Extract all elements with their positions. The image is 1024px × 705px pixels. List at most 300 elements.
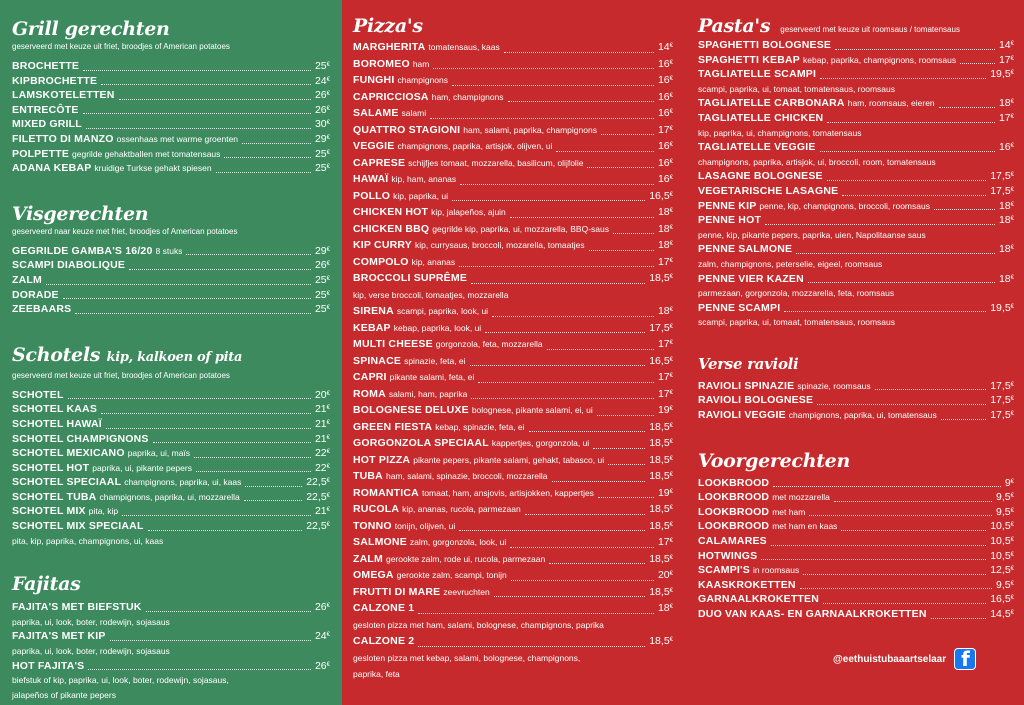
- item-name: GORGONZOLA SPECIAAL: [353, 437, 489, 449]
- price-value: 17,5: [990, 184, 1011, 197]
- currency-symbol: €: [669, 224, 673, 231]
- item-name: SCHOTEL CHAMPIGNONS: [12, 432, 149, 445]
- price-value: 9,5: [996, 491, 1011, 504]
- currency-symbol: €: [669, 274, 673, 280]
- item-ingredients: jalapeños of pikante pepers: [12, 689, 116, 700]
- section-title: Pizza's: [353, 15, 423, 37]
- item-price: [315, 147, 330, 162]
- item-description: kip, currysaus, broccoli, mozarella, tomaatjes: [414, 240, 585, 250]
- item-price: [990, 184, 1014, 199]
- price-value: 25: [314, 273, 327, 286]
- item-price: [990, 592, 1014, 607]
- item-name: PENNE SALMONE: [698, 243, 793, 256]
- item-name: ZEEBAARS: [12, 303, 72, 316]
- item-price: [315, 88, 330, 103]
- item-price: [315, 402, 330, 417]
- menu-item: [353, 567, 673, 584]
- menu-item: [353, 89, 673, 106]
- item-name: ENTRECÔTE: [12, 103, 79, 116]
- item-name: ZALM: [12, 273, 42, 286]
- item-name: ZALM: [353, 552, 383, 565]
- menu-item: [353, 518, 673, 535]
- price-value: 18,5: [649, 552, 670, 565]
- item-price: [658, 56, 673, 73]
- price-value: 29: [314, 244, 327, 257]
- dot-leader: [960, 63, 995, 64]
- item-name: HAWAÏ: [353, 173, 389, 185]
- item-name: CALZONE 1: [353, 602, 415, 614]
- dot-leader: [817, 404, 986, 405]
- currency-symbol: €: [669, 505, 673, 511]
- section-title: Voorgerechten: [698, 449, 850, 472]
- item-price: [990, 549, 1014, 564]
- price-value: 14: [657, 41, 670, 53]
- currency-symbol: €: [326, 603, 330, 610]
- menu-item: [353, 39, 673, 56]
- currency-symbol: €: [669, 208, 673, 214]
- menu-item: [698, 96, 1014, 111]
- item-name: CHICKEN BBQ: [353, 222, 430, 235]
- item-price: [315, 417, 330, 432]
- menu-item: [353, 254, 673, 271]
- currency-symbol: €: [669, 488, 673, 495]
- section-subtitle: geserveerd met keuze uit friet, broodjes of American potatoes: [12, 42, 230, 51]
- menu-item: [12, 302, 330, 317]
- item-price: [315, 600, 330, 615]
- menu-item: [698, 578, 1014, 593]
- menu-item: [353, 551, 673, 568]
- price-value: 10,5: [990, 549, 1011, 562]
- section-title: Visgerechten: [12, 202, 149, 225]
- item-name: OMEGA: [353, 569, 394, 581]
- price-value: 25: [314, 147, 327, 160]
- price-value: 19: [657, 486, 670, 499]
- item-description: gorgonzola, feta, mozzarella: [435, 339, 543, 349]
- menu-item: [353, 369, 673, 386]
- price-value: 10,5: [990, 535, 1011, 548]
- item-ingredients: kip, paprika, ui, champignons, tomatensaus: [698, 127, 862, 138]
- currency-symbol: €: [326, 419, 330, 426]
- dot-leader: [224, 157, 311, 158]
- menu-item: [12, 402, 330, 417]
- item-price: [658, 237, 673, 254]
- price-value: 17,5: [990, 409, 1011, 422]
- item-name: SPINACE: [353, 354, 402, 367]
- menu-item: [353, 501, 673, 518]
- item-price: [990, 607, 1014, 622]
- dot-leader: [834, 501, 992, 502]
- menu-item: [698, 592, 1014, 607]
- section-grill: [12, 17, 330, 176]
- dot-leader: [471, 398, 654, 399]
- dot-leader: [608, 464, 645, 465]
- currency-symbol: €: [1010, 274, 1014, 281]
- currency-symbol: €: [669, 92, 673, 99]
- menu-item: [698, 199, 1014, 214]
- item-name: HOTWINGS: [698, 549, 758, 562]
- menu-item: [12, 659, 330, 674]
- item-ingredients: pita, kip, paprika, champignons, ui, kaas: [12, 535, 164, 546]
- dot-leader: [771, 545, 986, 546]
- item-description: kip, ham, ananas: [391, 174, 457, 184]
- column-left: [12, 17, 330, 705]
- price-value: 17: [657, 255, 670, 268]
- menu-item: [698, 490, 1014, 505]
- item-description: in roomsaus: [752, 565, 800, 576]
- item-name: GREEN FIESTA: [353, 420, 433, 433]
- social-handle[interactable]: @eethuistubaaartselaar: [833, 653, 947, 665]
- currency-symbol: €: [669, 142, 673, 148]
- dot-leader: [242, 143, 311, 144]
- menu-item: [353, 188, 673, 205]
- currency-symbol: €: [669, 538, 673, 544]
- dot-leader: [511, 580, 654, 581]
- dot-leader: [589, 250, 654, 251]
- menu-item: [698, 213, 1014, 228]
- item-name: FUNGHI: [353, 74, 395, 86]
- dot-leader: [841, 530, 986, 531]
- item-price: [999, 38, 1014, 53]
- price-value: 9: [1004, 476, 1011, 489]
- section-subtitle: geserveerd met keuze uit roomsaus / tomatensaus: [780, 25, 960, 34]
- item-price: [658, 138, 673, 155]
- price-value: 16: [657, 57, 670, 70]
- currency-symbol: €: [669, 406, 673, 412]
- currency-symbol: €: [326, 275, 330, 282]
- dot-leader: [418, 613, 654, 614]
- item-name: CHICKEN HOT: [353, 206, 429, 218]
- item-price: [658, 155, 673, 172]
- menu-item: [698, 519, 1014, 534]
- item-price: [315, 258, 330, 273]
- item-price: [649, 435, 673, 452]
- dot-leader: [597, 415, 654, 416]
- menu-item: [353, 452, 673, 469]
- price-value: 22,5: [306, 476, 327, 489]
- menu-item: [353, 72, 673, 89]
- dot-leader: [148, 530, 303, 531]
- item-name: COMPOLO: [353, 255, 409, 268]
- dot-leader: [485, 332, 645, 333]
- dot-leader: [244, 500, 302, 501]
- menu-item: [353, 386, 673, 403]
- item-ingredients: scampi, paprika, ui, tomaat, tomatensaus, roomsaus: [698, 83, 896, 94]
- item-price: [990, 408, 1014, 423]
- item-price: [658, 39, 673, 56]
- currency-symbol: €: [1010, 245, 1014, 252]
- price-value: 25: [314, 60, 327, 72]
- price-value: 18: [657, 305, 670, 317]
- price-value: 18,5: [649, 585, 670, 598]
- dot-leader: [508, 101, 654, 102]
- item-ingredients: zalm, champignons, peterselie, eigeel, roomsaus: [698, 258, 883, 269]
- item-description: champignons, paprika, artisjok, olijven, ui: [397, 141, 553, 151]
- menu-item: [698, 111, 1014, 126]
- item-price: [315, 117, 330, 132]
- item-ingredients: kip, verse broccoli, tomaatjes, mozzarella: [353, 289, 509, 300]
- item-description: spinazie, roomsaus: [797, 380, 871, 391]
- item-description: penne, kip, champignons, broccoli, roomsaus: [759, 200, 930, 211]
- price-value: 18: [998, 199, 1011, 212]
- price-value: 18: [998, 97, 1011, 110]
- dot-leader: [820, 78, 986, 79]
- dot-leader: [101, 413, 311, 414]
- menu-item: [698, 476, 1014, 491]
- currency-symbol: €: [326, 290, 330, 297]
- currency-symbol: €: [1010, 595, 1014, 602]
- currency-symbol: €: [326, 405, 330, 412]
- price-value: 9,5: [996, 578, 1011, 591]
- footer: [833, 648, 976, 670]
- dot-leader: [63, 298, 311, 299]
- currency-symbol: €: [1010, 396, 1014, 403]
- menu-item: [698, 169, 1014, 184]
- price-value: 26: [314, 659, 327, 672]
- dot-leader: [761, 559, 986, 560]
- item-price: [315, 74, 330, 89]
- item-name: BOLOGNESE DELUXE: [353, 404, 469, 416]
- menu-item: [353, 237, 673, 254]
- item-price: [996, 578, 1014, 593]
- currency-symbol: €: [1010, 41, 1014, 47]
- item-ingredients: parmezaan, gorgonzola, mozzarella, feta, roomsaus: [698, 288, 895, 299]
- menu-item: [353, 105, 673, 122]
- price-value: 16: [657, 74, 670, 86]
- menu-item: [353, 221, 673, 238]
- price-value: 24: [314, 74, 327, 87]
- item-name: KEBAP: [353, 321, 391, 334]
- currency-symbol: €: [326, 76, 330, 83]
- currency-symbol: €: [326, 449, 330, 456]
- dot-leader: [430, 118, 654, 119]
- item-price: [658, 485, 673, 502]
- currency-symbol: €: [1010, 113, 1014, 120]
- dot-leader: [110, 640, 311, 641]
- menu-item: [353, 320, 673, 337]
- item-name: FAJITA'S MET KIP: [12, 630, 106, 643]
- currency-symbol: €: [1010, 411, 1014, 418]
- currency-symbol: €: [669, 175, 673, 181]
- item-name: DUO VAN KAAS- EN GARNAALKROKETTEN: [698, 608, 927, 620]
- menu-item: [12, 273, 330, 288]
- dot-leader: [194, 457, 311, 458]
- item-price: [658, 303, 673, 320]
- currency-symbol: €: [1010, 201, 1014, 208]
- dot-leader: [452, 85, 654, 86]
- item-price: [658, 89, 673, 106]
- price-value: 18: [998, 243, 1011, 256]
- item-name: FILETTO DI MANZO: [12, 132, 114, 145]
- menu-item: [12, 244, 330, 259]
- price-value: 16: [657, 156, 670, 169]
- item-name: TAGLIATELLE VEGGIE: [698, 141, 816, 154]
- section-ravioli: [698, 352, 1014, 423]
- dot-leader: [552, 481, 646, 482]
- item-ingredients: gesloten pizza met kebap, salami, bolognese, champignons,: [353, 652, 581, 663]
- item-name: KIPBROCHETTE: [12, 74, 98, 87]
- dot-leader: [547, 349, 654, 350]
- dot-leader: [773, 486, 1001, 487]
- item-name: CALAMARES: [698, 535, 767, 548]
- menu-item: [12, 629, 330, 644]
- item-price: [649, 518, 673, 535]
- item-price: [658, 336, 673, 353]
- menu-item: [12, 88, 330, 103]
- price-value: 16,5: [990, 593, 1011, 606]
- menu-item: [353, 122, 673, 139]
- currency-symbol: €: [669, 340, 673, 346]
- item-price: [315, 59, 330, 74]
- price-value: 18,5: [649, 420, 670, 433]
- item-name: POLPETTE: [12, 147, 70, 160]
- item-name: GARNAALKROKETTEN: [698, 593, 820, 606]
- item-name: LOOKBROOD: [698, 505, 770, 518]
- item-price: [315, 244, 330, 259]
- currency-symbol: €: [326, 120, 330, 127]
- price-value: 18,5: [649, 635, 670, 647]
- price-value: 18,5: [649, 272, 670, 284]
- price-value: 20: [314, 388, 327, 401]
- dot-leader: [504, 52, 654, 53]
- price-value: 14: [998, 39, 1011, 51]
- item-description: ossenhaas met warme groenten: [116, 133, 239, 144]
- dot-leader: [83, 113, 311, 114]
- dot-leader: [153, 442, 311, 443]
- item-name: SALMONE: [353, 536, 407, 548]
- price-value: 17: [657, 371, 670, 383]
- currency-symbol: €: [326, 134, 330, 141]
- price-value: 21: [314, 403, 327, 416]
- item-name: CAPRESE: [353, 156, 406, 169]
- dot-leader: [800, 588, 992, 589]
- item-name: MARGHERITA: [353, 41, 426, 53]
- dot-leader: [88, 669, 311, 670]
- currency-symbol: €: [326, 246, 330, 253]
- price-value: 16: [657, 140, 670, 152]
- item-description: kappertjes, gorgonzola, ui: [491, 438, 590, 448]
- item-price: [306, 475, 330, 490]
- menu-item: [698, 549, 1014, 564]
- item-name: LASAGNE BOLOGNESE: [698, 170, 823, 183]
- item-name: CALZONE 2: [353, 635, 415, 647]
- menu-item: [12, 103, 330, 118]
- item-name: SALAME: [353, 107, 399, 119]
- price-value: 25: [314, 162, 327, 175]
- dot-leader: [186, 254, 311, 255]
- item-name: BROCHETTE: [12, 60, 80, 72]
- item-description: kruidige Turkse gehakt spiesen: [94, 163, 212, 174]
- currency-symbol: €: [669, 373, 673, 379]
- item-price: [658, 105, 673, 122]
- item-price: [649, 633, 673, 650]
- price-value: 17,5: [990, 170, 1011, 183]
- menu-item: [353, 353, 673, 370]
- dot-leader: [784, 311, 986, 312]
- currency-symbol: €: [1010, 216, 1014, 223]
- item-name: SCHOTEL KAAS: [12, 403, 98, 416]
- currency-symbol: €: [669, 191, 673, 198]
- item-name: SCHOTEL MIX: [12, 505, 86, 518]
- price-value: 17: [657, 536, 670, 548]
- item-price: [990, 534, 1014, 549]
- dot-leader: [460, 184, 654, 185]
- currency-symbol: €: [669, 521, 673, 528]
- item-price: [306, 490, 330, 505]
- item-description: gegrilde kip, paprika, ui, mozzarella, BBQ-saus: [432, 223, 609, 234]
- item-description: zeevruchten: [443, 586, 490, 597]
- dot-leader: [196, 471, 311, 472]
- dot-leader: [459, 266, 654, 267]
- item-price: [649, 320, 673, 337]
- dot-leader: [601, 134, 654, 135]
- dot-leader: [803, 574, 986, 575]
- currency-symbol: €: [326, 149, 330, 156]
- item-description: gegrilde gehaktballen met tomatensaus: [72, 148, 221, 159]
- facebook-icon[interactable]: f: [954, 648, 976, 670]
- menu-item: [353, 155, 673, 172]
- currency-symbol: €: [326, 164, 330, 171]
- item-name: MULTI CHEESE: [353, 338, 433, 350]
- item-ingredients: champignons, paprika, artisjok, ui, broccoli, room, tomatensaus: [698, 156, 936, 167]
- dot-leader: [765, 224, 995, 225]
- item-price: [649, 270, 673, 287]
- item-price: [999, 140, 1014, 155]
- dot-leader: [835, 49, 995, 50]
- price-value: 18: [657, 602, 670, 614]
- dot-leader: [556, 151, 654, 152]
- currency-symbol: €: [1010, 303, 1014, 310]
- menu-item: [353, 204, 673, 221]
- column-middle: [353, 14, 673, 703]
- currency-symbol: €: [669, 554, 673, 561]
- currency-symbol: €: [326, 62, 330, 68]
- price-value: 18: [657, 239, 670, 251]
- item-price: [658, 402, 673, 419]
- dot-leader: [433, 68, 654, 69]
- price-value: 17: [998, 111, 1011, 124]
- price-value: 17: [657, 338, 670, 350]
- item-price: [990, 563, 1014, 578]
- section-title-sub: kip, kalkoen of pita: [106, 349, 243, 365]
- item-name: RAVIOLI SPINAZIE: [698, 379, 795, 392]
- item-description: ham, salami, paprika, champignons: [463, 124, 597, 135]
- price-value: 16: [998, 141, 1011, 154]
- menu-item: [353, 534, 673, 551]
- item-name: SCHOTEL HAWAÏ: [12, 417, 102, 430]
- dot-leader: [796, 253, 995, 254]
- price-value: 21: [314, 432, 327, 445]
- dot-leader: [510, 547, 654, 548]
- price-value: 19,5: [990, 68, 1011, 81]
- item-name: KIP CURRY: [353, 239, 412, 251]
- item-ingredients: paprika, ui, look, boter, rodewijn, sojasaus: [12, 616, 170, 627]
- item-name: TAGLIATELLE CARBONARA: [698, 97, 845, 110]
- item-description: kip, paprika, ui: [393, 190, 448, 201]
- menu-item: [12, 288, 330, 303]
- section-title: Grill gerechten: [12, 18, 170, 40]
- item-price: [649, 188, 673, 205]
- currency-symbol: €: [326, 478, 330, 485]
- price-value: 25: [314, 288, 327, 301]
- item-description: pikante salami, feta, ei: [389, 372, 475, 382]
- section-voorgerechten: [698, 449, 1014, 622]
- item-ingredients: biefstuk of kip, paprika, ui, look, boter, rodewijn, sojasaus,: [12, 675, 229, 686]
- item-name: HOT PIZZA: [353, 453, 411, 466]
- item-price: [999, 272, 1014, 287]
- price-value: 17: [998, 53, 1011, 66]
- item-price: [990, 393, 1014, 408]
- menu-item: [12, 74, 330, 89]
